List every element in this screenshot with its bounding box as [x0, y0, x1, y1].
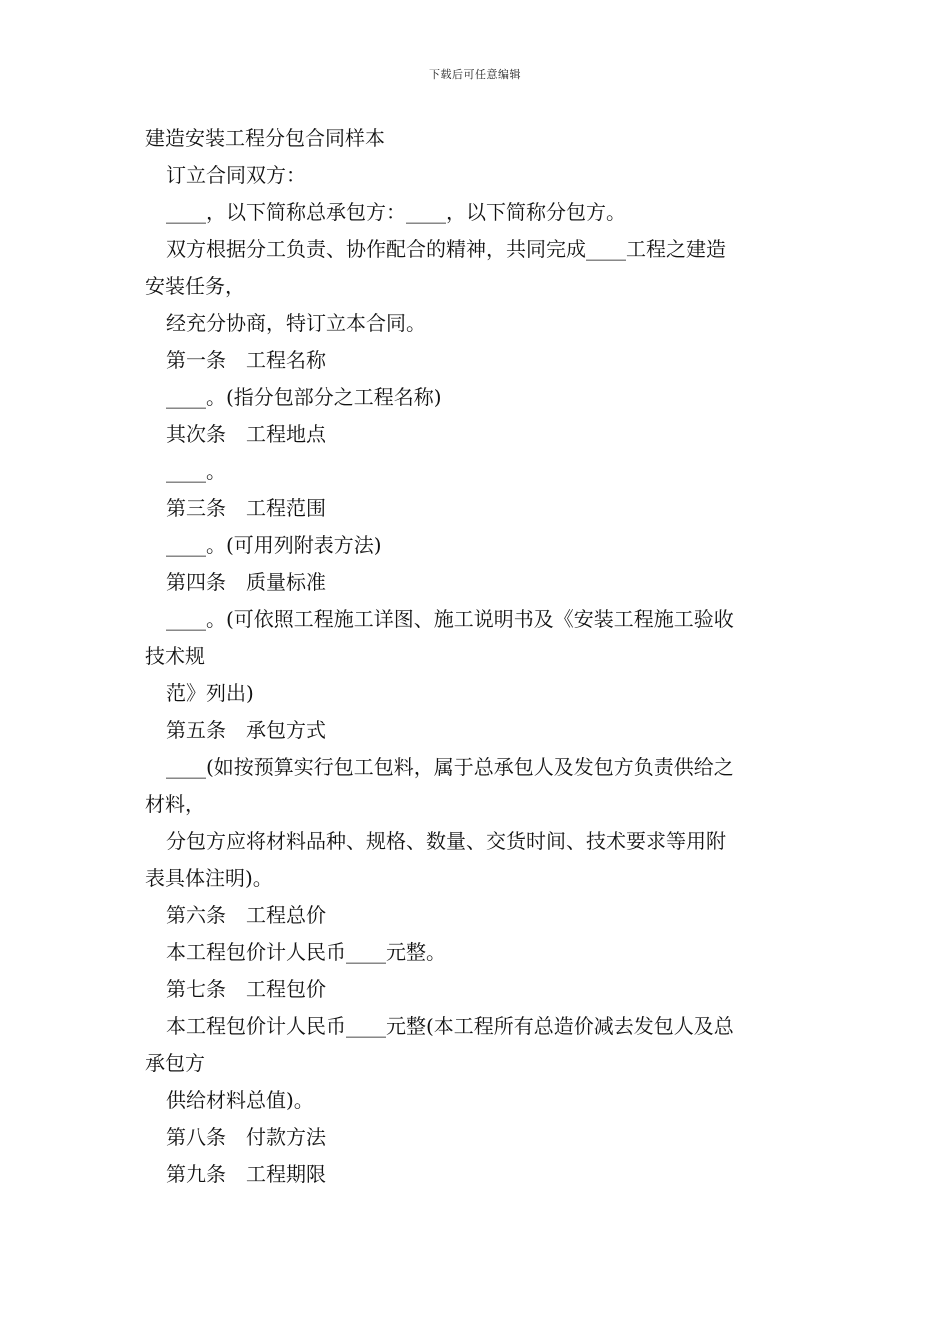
article-5-heading: 第五条 承包方式 — [166, 718, 326, 742]
document-body — [145, 120, 810, 1193]
article-2-content: ____。 — [166, 459, 226, 483]
article-7-content-end: 供给材料总值)。 — [166, 1088, 314, 1112]
doc-line-preamble: 双方根据分工负责、协作配合的精神，共同完成____工程之建造 — [166, 237, 726, 261]
article-7-content: 本工程包价计人民币____元整(本工程所有总造价减去发包人及总 — [166, 1014, 734, 1038]
article-3-heading: 第三条 工程范围 — [166, 496, 326, 520]
article-2-heading: 其次条 工程地点 — [166, 422, 326, 446]
article-4-content-cont: 技术规 — [145, 644, 205, 668]
article-1-content: ____。(指分包部分之工程名称) — [166, 385, 442, 409]
article-6-heading: 第六条 工程总价 — [166, 903, 326, 927]
article-8-heading: 第八条 付款方法 — [166, 1125, 326, 1149]
article-7-heading: 第七条 工程包价 — [166, 977, 326, 1001]
article-4-content-end: 范》列出) — [166, 681, 254, 705]
article-4-content: ____。(可依照工程施工详图、施工说明书及《安装工程施工验收 — [166, 607, 734, 631]
doc-line-agreement: 经充分协商，特订立本合同。 — [166, 311, 426, 335]
document-title: 建造安装工程分包合同样本 — [145, 126, 385, 150]
article-5-content: ____(如按预算实行包工包料，属于总承包人及发包方负责供给之 — [166, 755, 734, 779]
article-7-content-cont: 承包方 — [145, 1051, 205, 1075]
doc-line-preamble-cont: 安装任务， — [145, 274, 245, 298]
page-header-note: 下载后可任意编辑 — [429, 68, 521, 81]
article-3-content: ____。(可用列附表方法) — [166, 533, 382, 557]
article-6-content: 本工程包价计人民币____元整。 — [166, 940, 446, 964]
article-1-heading: 第一条 工程名称 — [166, 348, 326, 372]
doc-line-parties-names: ____，以下简称总承包方：____，以下简称分包方。 — [166, 200, 626, 224]
article-5-content-cont: 材料， — [145, 792, 205, 816]
article-4-heading: 第四条 质量标准 — [166, 570, 326, 594]
article-5-content-2-cont: 表具体注明)。 — [145, 866, 273, 890]
article-9-heading: 第九条 工程期限 — [166, 1162, 326, 1186]
article-5-content-2: 分包方应将材料品种、规格、数量、交货时间、技术要求等用附 — [166, 829, 726, 853]
doc-line-parties-heading: 订立合同双方： — [166, 163, 306, 187]
